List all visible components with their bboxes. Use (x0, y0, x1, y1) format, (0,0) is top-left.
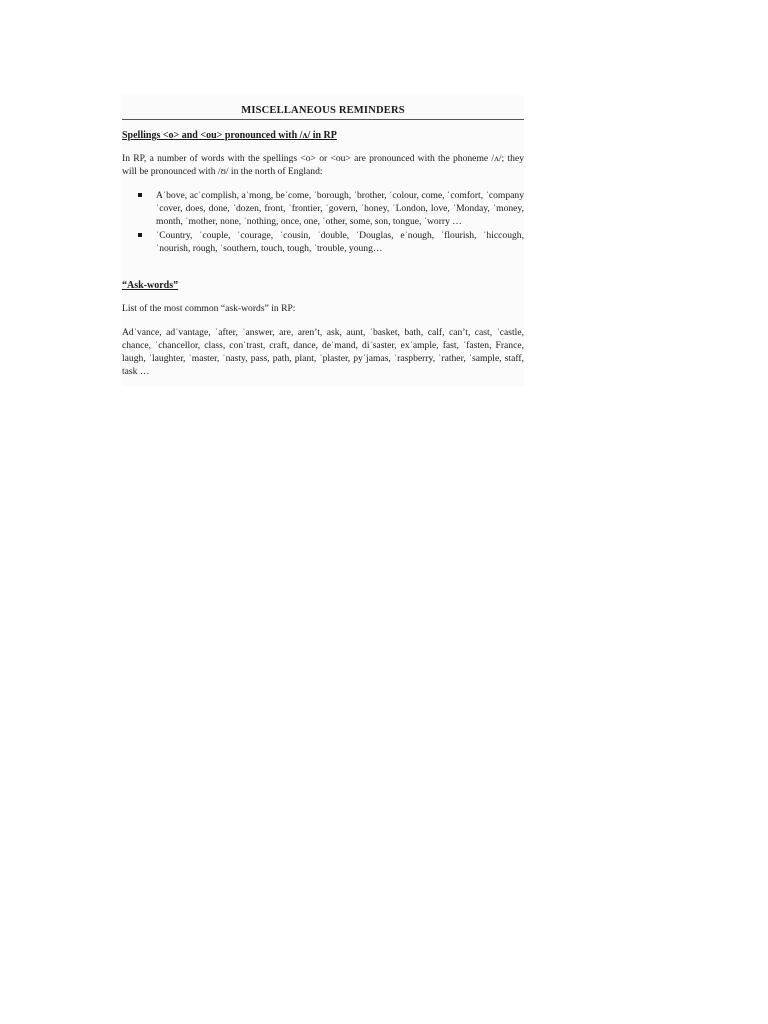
word-list-bullets (122, 189, 524, 255)
bullet-icon (138, 233, 142, 237)
document-title: MISCELLANEOUS REMINDERS (122, 105, 524, 120)
list-item-text: Aˈbove, acˈcomplish, aˈmong, beˈcome, ˈborough, ˈbrother, ˈcolour, come, ˈcomfort, ˈcompany ˈcover, does, done, ˈdozen, front, ˈfrontier, ˈgovern, ˈhoney, ˈLondon, love, ˈMonday, ˈmoney, month, ˈmother, none, ˈnothing, once, one, ˈother, some, son, tongue, ˈworry … (156, 190, 524, 227)
section-spacer (122, 256, 524, 270)
list-item (156, 229, 524, 255)
bullet-icon (138, 193, 142, 197)
list-item-text: ˈCountry, ˈcouple, ˈcourage, ˈcousin, ˈdouble, ˈDouglas, eˈnough, ˈflourish, ˈhiccough, ˈnourish, rough, ˈsouthern, touch, tough, ˈtrouble, young… (156, 230, 524, 254)
section-intro-ask-words: List of the most common “ask-words” in RP: (122, 303, 296, 314)
section-heading-spellings: Spellings <o> and <ou> pronounced with /ʌ/ in RP (122, 130, 337, 141)
document-page (122, 95, 524, 386)
section-intro-spellings: In RP, a number of words with the spellings <o> or <ou> are pronounced with the phoneme /ʌ/; they will be pronounced with /ʊ/ in the north of England: (122, 153, 524, 177)
list-item (156, 189, 524, 228)
ask-words-list: Adˈvance, adˈvantage, ˈafter, ˈanswer, are, aren’t, ask, aunt, ˈbasket, bath, calf, can’t, cast, ˈcastle, chance, ˈchancellor, class, conˈtrast, craft, dance, deˈmand, diˈsaster, exˈample, fast, ˈfasten, France, laugh, ˈlaughter, ˈmaster, ˈnasty, pass, path, plant, ˈplaster, pyˈjamas, ˈraspberry, ˈrather, ˈsample, staff, task … (122, 327, 524, 377)
section-heading-ask-words: “Ask-words” (122, 280, 179, 291)
